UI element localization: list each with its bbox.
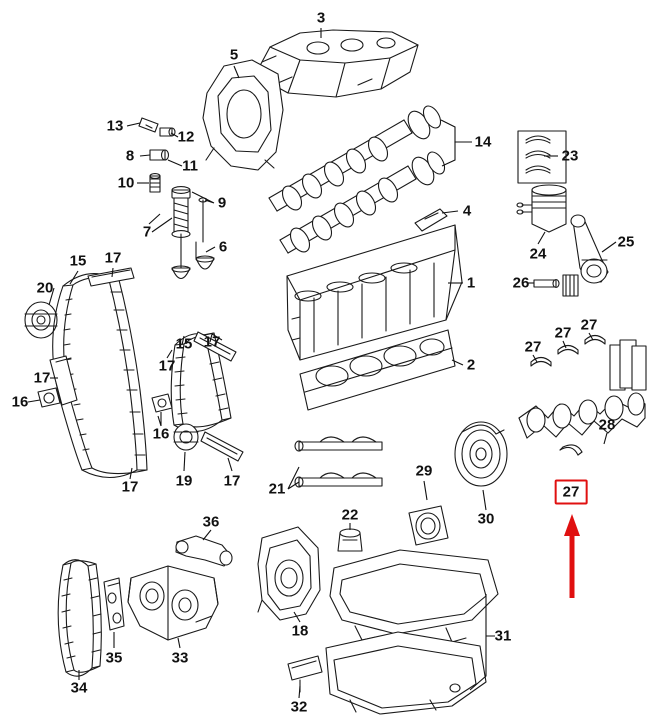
- callout-32: 32: [290, 698, 308, 716]
- part-piston: [517, 185, 566, 232]
- callout-6: 6: [218, 238, 228, 256]
- callout-12: 12: [177, 128, 195, 146]
- part-bearing-shells: [518, 131, 566, 183]
- part-balance-shafts: [295, 437, 382, 487]
- part-oil-pump: [128, 566, 218, 640]
- part-tensioner-35: [104, 578, 124, 630]
- callout-9: 9: [217, 194, 227, 212]
- callout-30: 30: [477, 510, 495, 528]
- part-oil-pump-chain: [58, 560, 101, 676]
- part-baffle-32: [288, 656, 322, 692]
- part-camshafts: [269, 103, 448, 255]
- callout-5: 5: [229, 46, 239, 64]
- callout-15: 15: [69, 252, 87, 270]
- callout-17: 17: [223, 472, 241, 490]
- callout-13: 13: [106, 117, 124, 135]
- callout-17: 17: [158, 357, 176, 375]
- callout-4: 4: [462, 202, 472, 220]
- callout-17: 17: [33, 369, 51, 387]
- callout-25: 25: [617, 233, 635, 251]
- callout-16: 16: [152, 425, 170, 443]
- part-sprocket-20: [25, 302, 57, 338]
- callout-27: 27: [554, 324, 572, 342]
- callout-26: 26: [512, 274, 530, 292]
- part-front-cover-18: [258, 527, 320, 620]
- callout-1: 1: [466, 274, 476, 292]
- callout-29: 29: [415, 462, 433, 480]
- part-crank-pulley: [455, 422, 507, 486]
- callout-35: 35: [105, 649, 123, 667]
- callout-14: 14: [474, 133, 492, 151]
- part-small-hardware: [139, 118, 175, 192]
- callout-24: 24: [529, 245, 547, 263]
- callout-8: 8: [125, 147, 135, 165]
- callout-17: 17: [104, 249, 122, 267]
- callout-28: 28: [598, 416, 616, 434]
- part-oil-pan-lower: [326, 632, 486, 714]
- callout-21: 21: [268, 480, 286, 498]
- callout-3: 3: [316, 9, 326, 27]
- callout-20: 20: [36, 279, 54, 297]
- callout-10: 10: [117, 174, 135, 192]
- callout-27: 27: [524, 338, 542, 356]
- callout-7: 7: [142, 223, 152, 241]
- part-bracket-4: [415, 209, 447, 231]
- callout-19: 19: [175, 472, 193, 490]
- callout-34: 34: [70, 679, 88, 697]
- callout-36: 36: [202, 513, 220, 531]
- callout-27-highlighted: 27: [555, 480, 588, 505]
- callout-31: 31: [494, 627, 512, 645]
- part-connecting-rod: [571, 215, 608, 283]
- callout-22: 22: [341, 506, 359, 524]
- part-chain-guide-mid: [194, 332, 243, 461]
- part-bearing-27: [531, 336, 605, 456]
- callout-17: 17: [121, 478, 139, 496]
- part-cap-22: [338, 529, 362, 551]
- callout-16: 16: [11, 393, 29, 411]
- callout-27: 27: [580, 316, 598, 334]
- callout-11: 11: [182, 157, 198, 175]
- part-timing-cover: [203, 60, 283, 170]
- highlight-arrow: [564, 514, 580, 598]
- part-seal-flange-29: [409, 506, 448, 545]
- callout-17: 17: [203, 333, 221, 351]
- callout-15: 15: [175, 335, 193, 353]
- callout-23: 23: [561, 147, 579, 165]
- part-oil-pan-upper: [330, 550, 498, 642]
- callout-33: 33: [171, 649, 189, 667]
- part-chain-guide-top: [88, 268, 134, 286]
- callout-2: 2: [466, 356, 476, 374]
- callout-18: 18: [291, 622, 309, 640]
- part-oil-pump-bracket: [176, 536, 232, 566]
- part-bolt-26: [534, 275, 578, 296]
